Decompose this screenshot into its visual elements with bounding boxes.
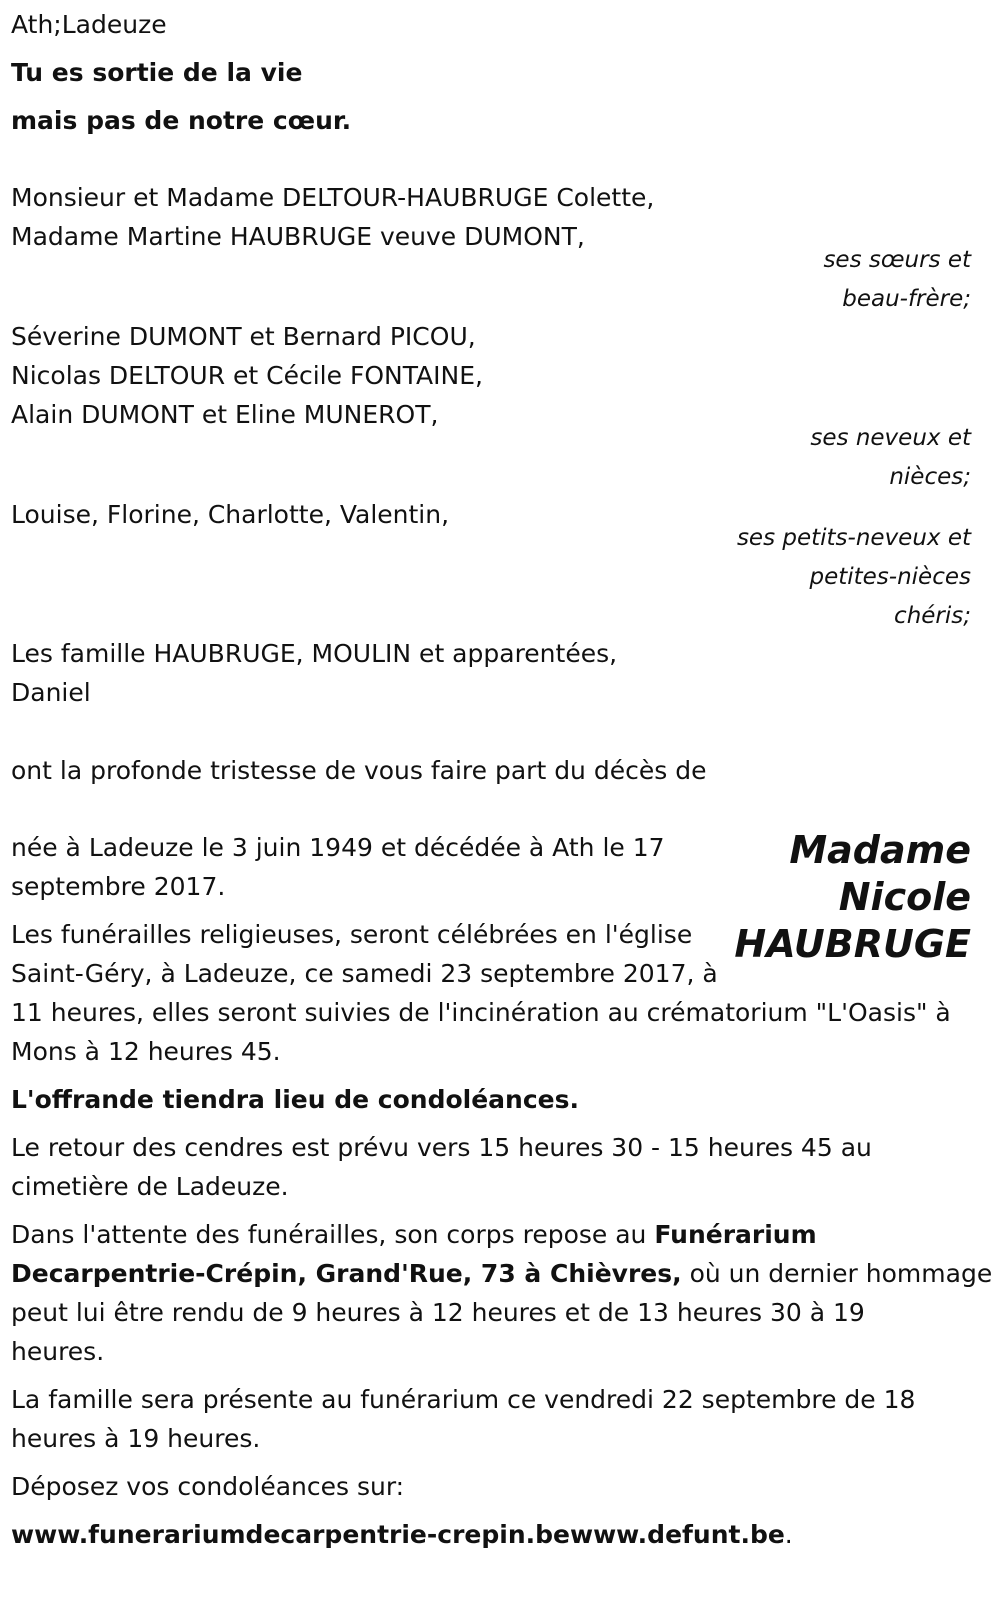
announcement-text: ont la profonde tristesse de vous faire part du décès de: [11, 756, 707, 785]
relation-label: nièces;: [889, 464, 971, 490]
verse-line-2: mais pas de notre cœur.: [11, 106, 352, 135]
funerarium-address: Decarpentrie-Crépin, Grand'Rue, 73 à Chièvres,: [11, 1259, 682, 1288]
presence-line: La famille sera présente au funérarium ce vendredi 22 septembre de 18: [11, 1385, 916, 1414]
relation-label: ses neveux et: [810, 425, 971, 451]
verse-line-1: Tu es sortie de la vie: [11, 58, 303, 87]
offering-text: L'offrande tiendra lieu de condoléances.: [11, 1085, 579, 1114]
ashes-line: Le retour des cendres est prévu vers 15 heures 30 - 15 heures 45 au: [11, 1133, 872, 1162]
relation-label: chéris;: [894, 603, 971, 629]
rest-line: [11, 1254, 992, 1294]
relation-label: petites-nièces: [809, 564, 971, 590]
relation-label: ses petits-neveux et: [736, 525, 971, 551]
funerarium-name: Funérarium: [654, 1220, 817, 1249]
rest-text: Dans l'attente des funérailles, son corps repose au: [11, 1220, 655, 1249]
presence-line: heures à 19 heures.: [11, 1424, 261, 1453]
website-link[interactable]: www.defunt.be: [569, 1520, 785, 1549]
funeral-line: Les funérailles religieuses, seront célébrées en l'église: [11, 920, 693, 949]
rest-text: où un dernier hommage: [681, 1259, 993, 1288]
websites-line: [11, 1515, 793, 1555]
rest-line: [11, 1215, 817, 1255]
family-line: Séverine DUMONT et Bernard PICOU,: [11, 322, 476, 351]
family-line: Les famille HAUBRUGE, MOULIN et apparentées,: [11, 639, 618, 668]
funeral-line: 11 heures, elles seront suivies de l'incinération au crématorium "L'Oasis" à: [11, 998, 951, 1027]
deceased-title: Madame: [789, 828, 971, 872]
birth-line: septembre 2017.: [11, 872, 226, 901]
website-period: .: [784, 1520, 793, 1549]
condolences-label: Déposez vos condoléances sur:: [11, 1472, 405, 1501]
deceased-last-name: HAUBRUGE: [734, 922, 971, 966]
family-line: Madame Martine HAUBRUGE veuve DUMONT,: [11, 222, 585, 251]
website-link[interactable]: www.funerariumdecarpentrie-crepin.be: [11, 1520, 570, 1549]
family-line: Louise, Florine, Charlotte, Valentin,: [11, 500, 450, 529]
place-header: Ath;Ladeuze: [11, 10, 167, 39]
rest-line: peut lui être rendu de 9 heures à 12 heures et de 13 heures 30 à 19: [11, 1298, 865, 1327]
ashes-line: cimetière de Ladeuze.: [11, 1172, 289, 1201]
birth-line: née à Ladeuze le 3 juin 1949 et décédée à Ath le 17: [11, 833, 665, 862]
obituary-page: [11, 0, 991, 1615]
family-line: Alain DUMONT et Eline MUNEROT,: [11, 400, 439, 429]
funeral-line: Mons à 12 heures 45.: [11, 1037, 281, 1066]
family-line: Daniel: [11, 678, 91, 707]
funeral-line: Saint-Géry, à Ladeuze, ce samedi 23 septembre 2017, à: [11, 959, 718, 988]
family-line: Monsieur et Madame DELTOUR-HAUBRUGE Colette,: [11, 183, 655, 212]
rest-line: heures.: [11, 1337, 105, 1366]
relation-label: beau-frère;: [842, 286, 971, 312]
family-line: Nicolas DELTOUR et Cécile FONTAINE,: [11, 361, 483, 390]
relation-label: ses sœurs et: [823, 247, 971, 273]
deceased-first-name: Nicole: [838, 875, 971, 919]
